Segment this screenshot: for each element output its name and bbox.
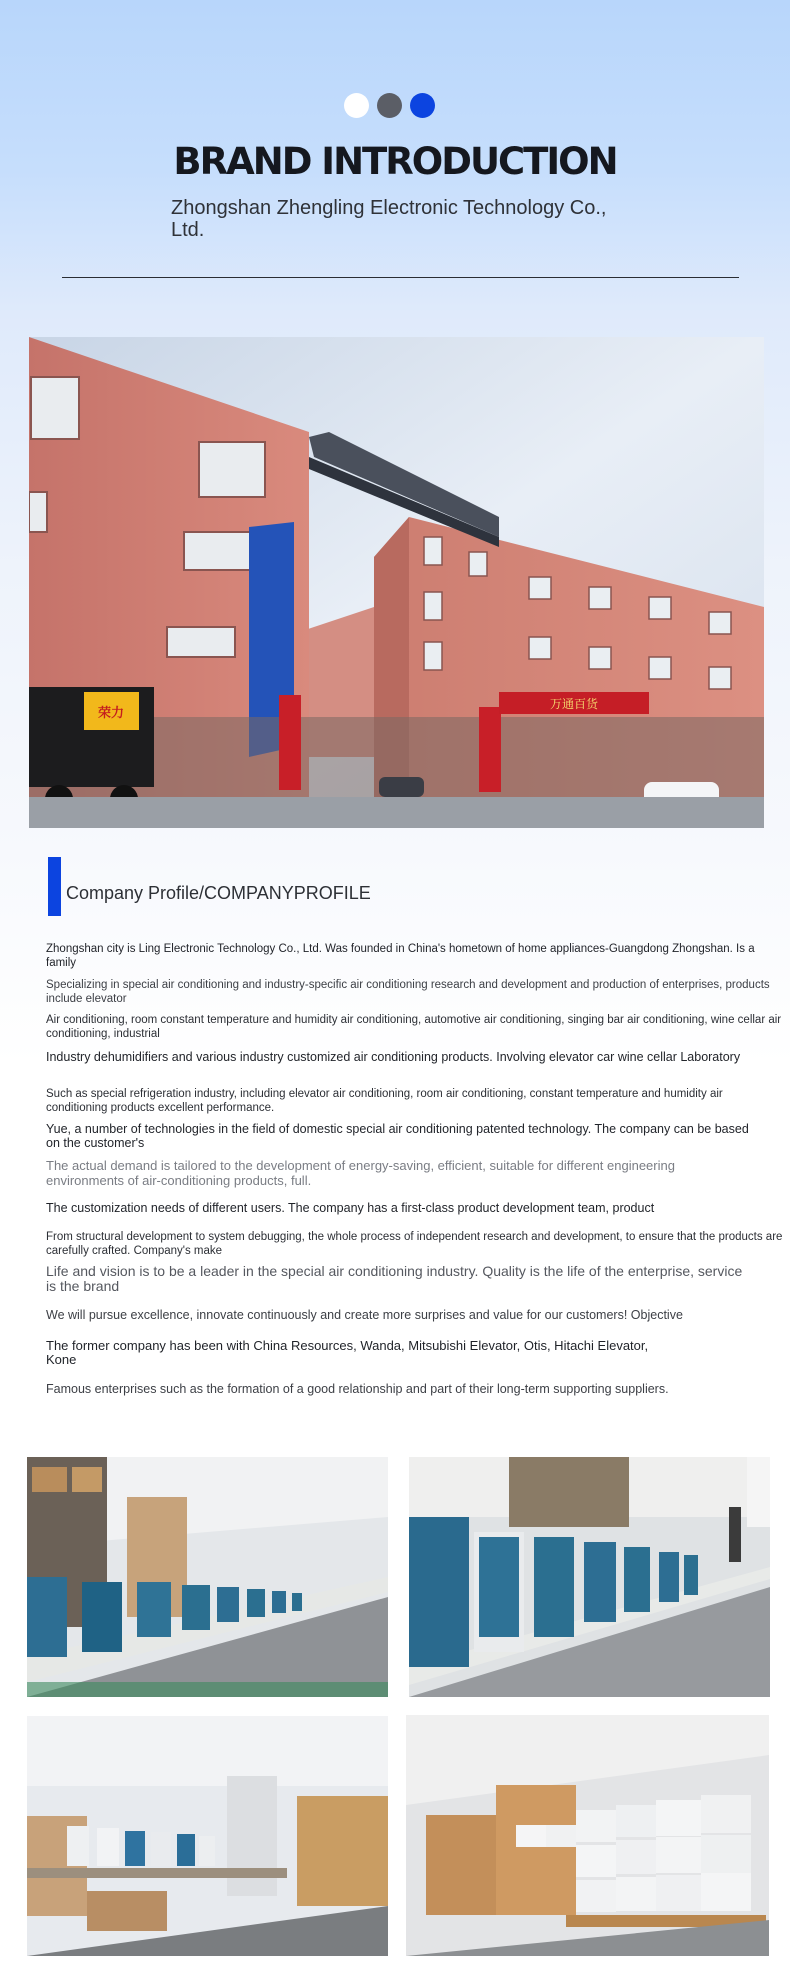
section-accent-bar <box>48 857 61 916</box>
profile-paragraph: The actual demand is tailored to the development of energy-saving, efficient, suitable for different engineering environments of air-conditioning products, full. <box>46 1158 675 1188</box>
profile-paragraph: Famous enterprises such as the formation of a good relationship and part of their long-term supporting suppliers. <box>46 1382 669 1396</box>
profile-paragraph: Zhongshan city is Ling Electronic Technology Co., Ltd. Was founded in China's hometown of home appliances-Guangdong Zhongshan. Is a family <box>46 943 755 969</box>
profile-paragraph: Such as special refrigeration industry, including elevator air conditioning, room air conditioning, constant temperature and humidity air conditioning products excellent performance. <box>46 1088 723 1114</box>
profile-paragraph: From structural development to system debugging, the whole process of independent research and development, to ensure that the products are carefully crafted. Company's make <box>46 1231 783 1257</box>
profile-paragraph: Air conditioning, room constant temperature and humidity air conditioning, automotive air conditioning, singing bar air conditioning, wine cellar air conditioning, industrial <box>46 1014 782 1040</box>
factory-building-photo <box>29 337 764 828</box>
decorative-dots <box>344 93 435 118</box>
page-title: BRAND INTRODUCTION <box>173 140 617 183</box>
profile-paragraph: Life and vision is to be a leader in the special air conditioning industry. Quality is the life of the enterprise, service is the brand <box>46 1263 743 1294</box>
production-line-photo-2 <box>409 1457 770 1697</box>
production-line-photo-1 <box>27 1457 388 1697</box>
section-heading: Company Profile/COMPANYPROFILE <box>66 883 371 903</box>
profile-paragraph: The customization needs of different users. The company has a first-class product development team, product <box>46 1201 655 1215</box>
shop-sign-text: 万通百货 <box>549 697 599 711</box>
profile-paragraph: The former company has been with China Resources, Wanda, Mitsubishi Elevator, Otis, Hitachi Elevator, Kone <box>46 1338 649 1367</box>
gray-dot-icon <box>377 93 402 118</box>
truck-sign-text: 荣力 <box>97 706 125 721</box>
profile-paragraph: Yue, a number of technologies in the field of domestic special air conditioning patented technology. The company can be based on the customer's <box>46 1122 749 1150</box>
profile-paragraph: We will pursue excellence, innovate continuously and create more surprises and value for our customers! Objective <box>46 1308 683 1322</box>
company-name: Zhongshan Zhengling Electronic Technology Co., Ltd. <box>171 197 607 241</box>
blue-dot-icon <box>410 93 435 118</box>
white-dot-icon <box>344 93 369 118</box>
production-line-photo-3 <box>27 1716 388 1956</box>
profile-paragraph: Specializing in special air conditioning and industry-specific air conditioning research and development and production of enterprises, products include elevator <box>46 979 770 1005</box>
warehouse-photo <box>406 1715 769 1956</box>
header-divider <box>62 277 739 278</box>
profile-paragraph: Industry dehumidifiers and various industry customized air conditioning products. Involving elevator car wine cellar Laboratory <box>46 1050 741 1064</box>
